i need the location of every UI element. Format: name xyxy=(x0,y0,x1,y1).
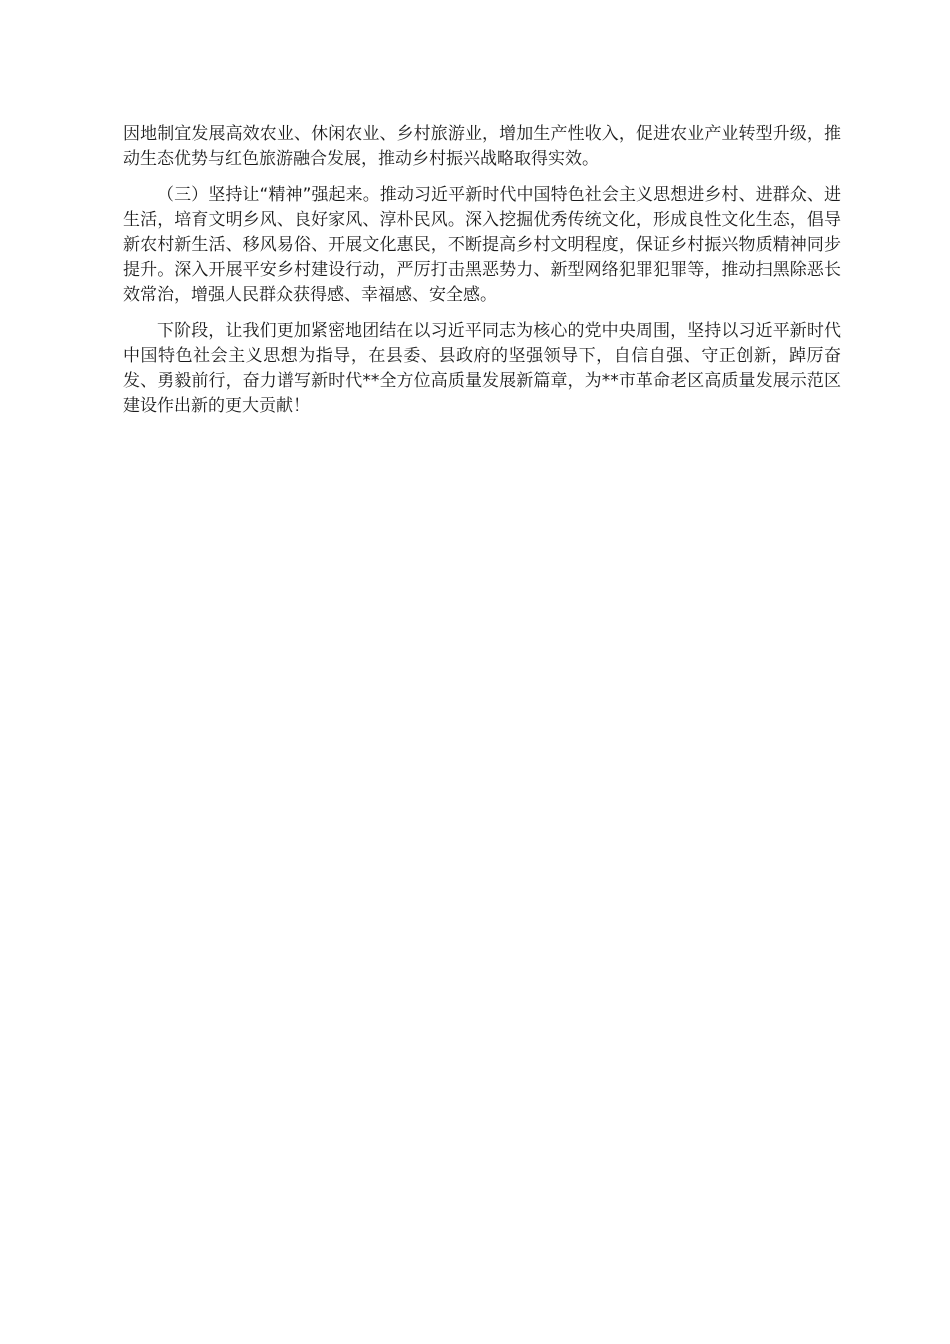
paragraph-2 xyxy=(123,183,841,308)
paragraph-1-text: 因地制宜发展高效农业、休闲农业、乡村旅游业，增加生产性收入，促进农业产业转型升级，推动生态优势与红色旅游融合发展，推动乡村振兴战略取得实效。 xyxy=(123,124,841,169)
section-heading-3: （三）坚持让“精神”强起来。 xyxy=(157,185,380,205)
paragraph-2-text: 推动习近平新时代中国特色社会主义思想进乡村、进群众、进生活，培育文明乡风、良好家风、淳朴民风。深入挖掘优秀传统文化，形成良性文化生态，倡导新农村新生活、移风易俗、开展文化惠民，不断提高乡村文明程度，保证乡村振兴物质精神同步提升。深入开展平安乡村建设行动，严厉打击黑恶势力、新型网络犯罪犯罪等，推动扫黑除恶长效常治，增强人民群众获得感、幸福感、安全感。 xyxy=(123,185,841,305)
paragraph-1 xyxy=(123,122,841,172)
paragraph-3-text: 下阶段，让我们更加紧密地团结在以习近平同志为核心的党中央周围，坚持以习近平新时代中国特色社会主义思想为指导，在县委、县政府的坚强领导下，自信自强、守正创新，踔厉奋发、勇毅前行，奋力谱写新时代**全方位高质量发展新篇章，为**市革命老区高质量发展示范区建设作出新的更大贡献！ xyxy=(123,321,841,416)
paragraph-3 xyxy=(123,319,841,419)
document-body xyxy=(123,122,841,419)
